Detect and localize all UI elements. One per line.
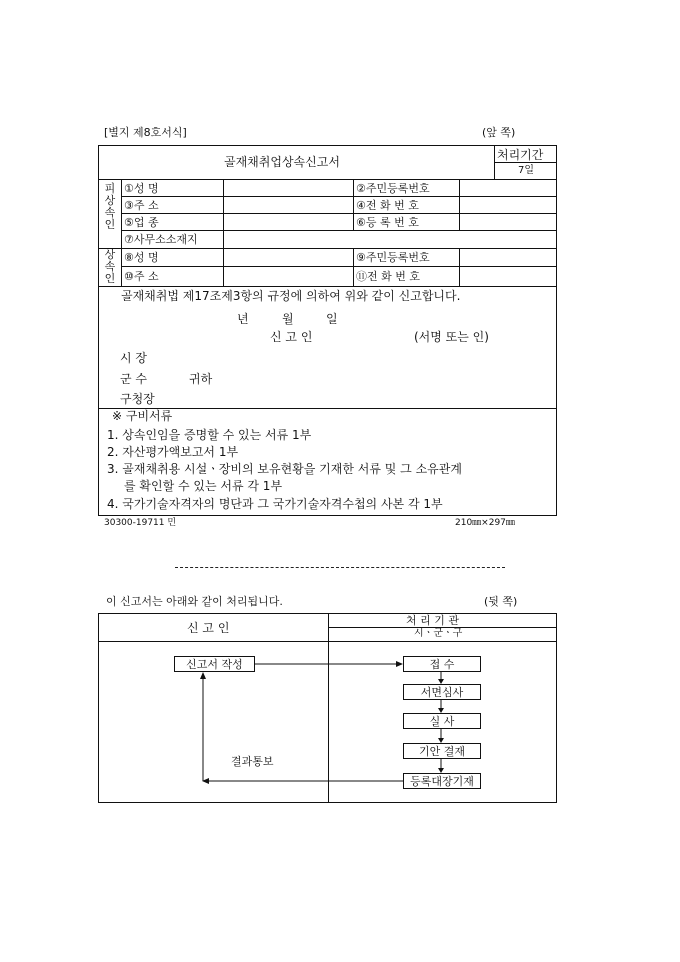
agency-column-header: 처 리 기 관: [406, 614, 459, 627]
honorific: 귀하: [189, 372, 213, 386]
flow-document-review: 서면심사: [403, 684, 481, 700]
date-day: 일: [326, 312, 338, 326]
doc-item-2: 2. 자산평가액보고서 1부: [107, 445, 239, 459]
heir-phone-label: ④전 화 번 호: [356, 199, 419, 212]
successor-name-label: ⑧성 명: [124, 251, 159, 264]
doc-item-1: 1. 상속인임을 증명할 수 있는 서류 1부: [107, 428, 312, 442]
agency-sub-header: 시ㆍ군ㆍ구: [414, 628, 463, 639]
heir-group-label: 피 상 속 인: [104, 182, 116, 231]
doc-item-3-cont: 를 확인할 수 있는 서류 각 1부: [124, 479, 283, 493]
flow-registration: 등록대장기재: [403, 773, 481, 789]
form-title: 골재채취업상속신고서: [224, 155, 340, 169]
recipient-mayor: 시 장: [120, 351, 147, 365]
arrowhead-up: [200, 672, 206, 679]
heir-address-label: ③주 소: [124, 199, 159, 212]
heir-office-location-label: ⑦사무소소재지: [124, 233, 198, 246]
back-intro: 이 신고서는 아래와 같이 처리됩니다.: [106, 595, 283, 608]
successor-group-label: 상 속 인: [104, 248, 116, 285]
date-year: 년: [237, 312, 249, 326]
heir-business-type-label: ⑤업 종: [124, 216, 159, 229]
back-side-label: (뒷 쪽): [484, 595, 518, 608]
flow-approval: 기안 결재: [403, 743, 481, 759]
flow-receive: 접 수: [403, 656, 481, 672]
heir-name-label: ①성 명: [124, 182, 159, 195]
applicant-label: 신 고 인: [270, 330, 313, 344]
successor-resident-no-label: ⑨주민등록번호: [356, 251, 430, 264]
form-number: [별지 제8호서식]: [104, 126, 187, 139]
recipient-county-head: 군 수: [120, 372, 147, 386]
flow-write-form: 신고서 작성: [174, 656, 255, 672]
heir-resident-no-label: ②주민등록번호: [356, 182, 430, 195]
paper-size: 210㎜×297㎜: [455, 518, 515, 528]
successor-phone-label: ⑪전 화 번 호: [356, 270, 420, 283]
arrowhead-receive: [396, 661, 403, 667]
successor-address-label: ⑩주 소: [124, 270, 159, 283]
heir-reg-no-label: ⑥등 록 번 호: [356, 216, 419, 229]
flow-inspection: 실 사: [403, 713, 481, 729]
doc-item-3: 3. 골재채취용 시설ㆍ장비의 보유현황을 기재한 서류 및 그 소유관계: [107, 462, 462, 476]
processing-period-label: 처리기간: [497, 148, 544, 162]
applicant-column-header: 신 고 인: [187, 621, 230, 635]
signature-label: (서명 또는 인): [414, 330, 489, 344]
front-side-label: (앞 쪽): [482, 126, 516, 139]
doc-item-4: 4. 국가기술자격자의 명단과 그 국가기술자격수첩의 사본 각 1부: [107, 497, 443, 511]
processing-period-days: 7일: [518, 165, 535, 176]
date-month: 월: [282, 312, 294, 326]
flow-result-notice: 결과통보: [231, 755, 274, 768]
recipient-district-head: 구청장: [120, 392, 155, 406]
declaration-statement: 골재채취법 제17조제3항의 규정에 의하여 위와 같이 신고합니다.: [121, 289, 461, 303]
footer-code: 30300-19711 민: [104, 518, 177, 528]
docs-title: ※ 구비서류: [112, 409, 173, 423]
